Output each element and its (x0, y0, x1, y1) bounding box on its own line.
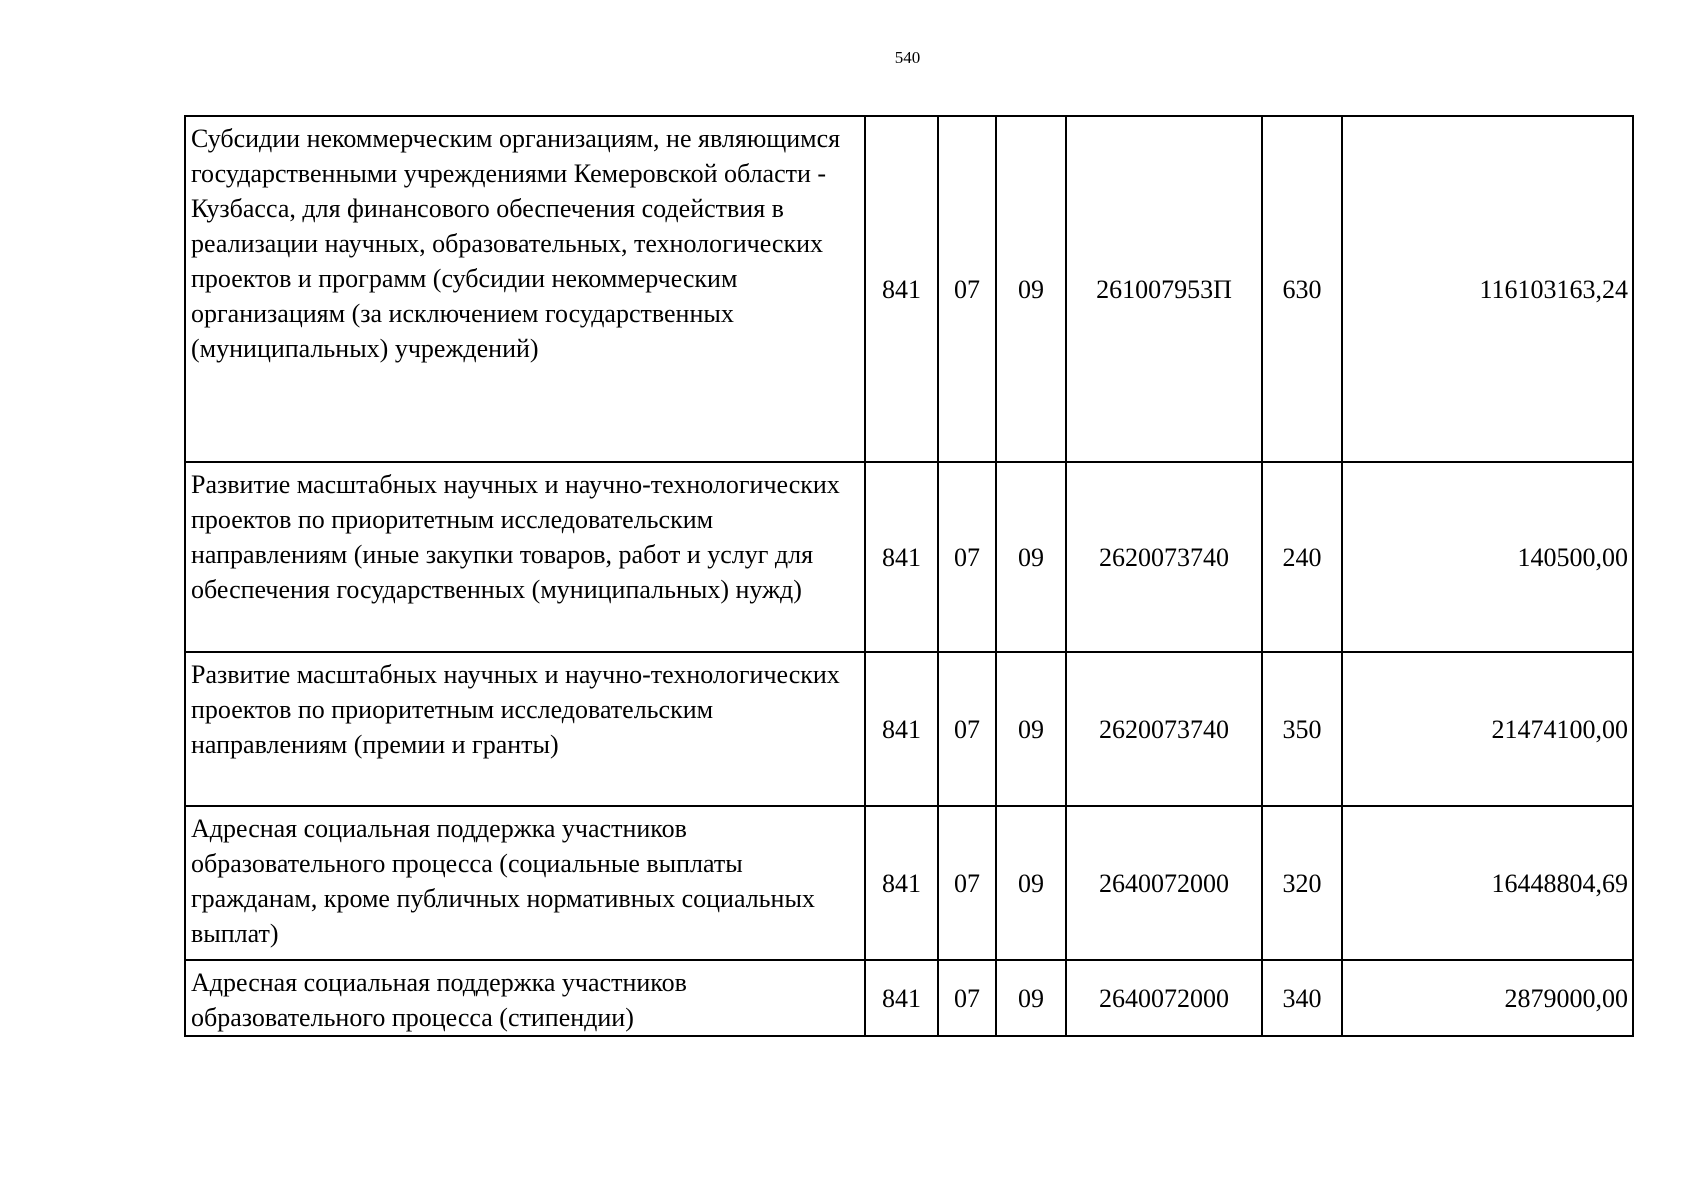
row-gr-code: 841 (865, 960, 938, 1036)
row-cs-code: 2640072000 (1066, 960, 1262, 1036)
row-pr-code: 09 (996, 960, 1066, 1036)
row-amount: 2879000,00 (1342, 960, 1633, 1036)
row-amount: 140500,00 (1342, 462, 1633, 652)
row-gr-code: 841 (865, 806, 938, 960)
row-rz-code: 07 (938, 960, 996, 1036)
row-cs-code: 2620073740 (1066, 462, 1262, 652)
row-vr-code: 350 (1262, 652, 1342, 806)
table-row (185, 116, 1633, 462)
row-gr-code: 841 (865, 462, 938, 652)
page-number: 540 (894, 48, 921, 67)
row-amount: 116103163,24 (1342, 116, 1633, 462)
row-cs-code: 2640072000 (1066, 806, 1262, 960)
row-vr-code: 340 (1262, 960, 1342, 1036)
table-row (185, 652, 1633, 806)
row-cs-code: 261007953П (1066, 116, 1262, 462)
row-pr-code: 09 (996, 652, 1066, 806)
row-rz-code: 07 (938, 116, 996, 462)
row-cs-code: 2620073740 (1066, 652, 1262, 806)
table-row (185, 960, 1633, 1036)
row-gr-code: 841 (865, 116, 938, 462)
row-description: Развитие масштабных научных и научно-технологических проектов по приоритетным исследовательским направлениям (премии и гранты) (185, 652, 865, 806)
row-rz-code: 07 (938, 806, 996, 960)
row-description: Адресная социальная поддержка участников образовательного процесса (стипендии) (185, 960, 865, 1036)
row-pr-code: 09 (996, 806, 1066, 960)
row-rz-code: 07 (938, 462, 996, 652)
row-pr-code: 09 (996, 116, 1066, 462)
budget-table (184, 115, 1634, 1037)
row-rz-code: 07 (938, 652, 996, 806)
row-description: Адресная социальная поддержка участников образовательного процесса (социальные выплаты гражданам, кроме публичных нормативных социальных выплат) (185, 806, 865, 960)
table-row (185, 806, 1633, 960)
row-amount: 16448804,69 (1342, 806, 1633, 960)
row-gr-code: 841 (865, 652, 938, 806)
row-pr-code: 09 (996, 462, 1066, 652)
row-amount: 21474100,00 (1342, 652, 1633, 806)
row-description: Субсидии некоммерческим организациям, не являющимся государственными учреждениями Кемеровской области - Кузбасса, для финансового обеспечения содействия в реализации научных, образовательных, технологических проектов и программ (субсидии некоммерческим организациям (за исключением государственных (муниципальных) учреждений) (185, 116, 865, 462)
row-vr-code: 630 (1262, 116, 1342, 462)
row-vr-code: 240 (1262, 462, 1342, 652)
table-row (185, 462, 1633, 652)
row-vr-code: 320 (1262, 806, 1342, 960)
row-description: Развитие масштабных научных и научно-технологических проектов по приоритетным исследовательским направлениям (иные закупки товаров, работ и услуг для обеспечения государственных (муниципальных) нужд) (185, 462, 865, 652)
